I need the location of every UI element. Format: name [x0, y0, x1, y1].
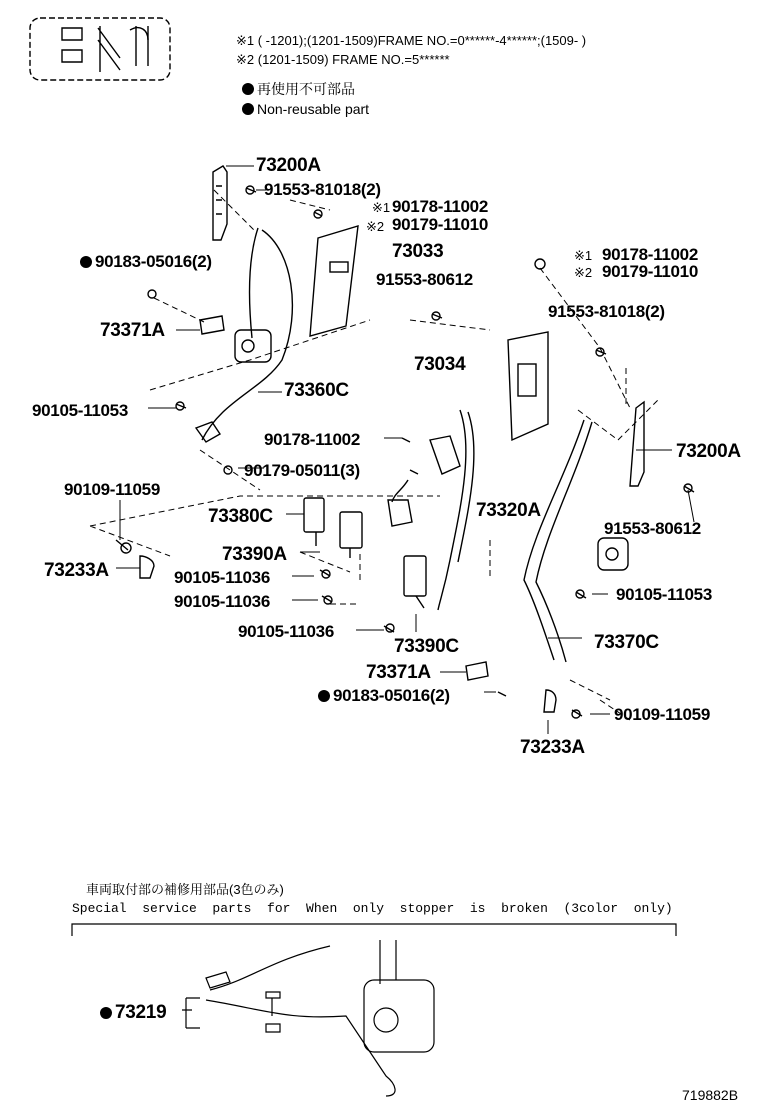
part-90105-11053-right[interactable]: 90105-11053	[616, 585, 712, 604]
non-reusable-dot-icon	[100, 1007, 112, 1019]
special-bracket	[72, 924, 676, 936]
mark-2: ※2	[366, 219, 385, 234]
part-91553-80612-top[interactable]: 91553-80612	[376, 270, 473, 289]
part-90105-11053-left[interactable]: 90105-11053	[32, 401, 128, 420]
part-90105-11036-c[interactable]: 90105-11036	[238, 622, 334, 641]
non-reusable-dot-icon	[242, 83, 254, 95]
special-title-jp: 車両取付部の補修用部品(3色のみ)	[86, 882, 284, 897]
part-91553-81018-right[interactable]: 91553-81018(2)	[548, 302, 665, 321]
part-90179-11010-top[interactable]: 90179-11010	[392, 215, 488, 234]
part-73371A-left[interactable]: 73371A	[100, 320, 165, 341]
part-90179-05011[interactable]: 90179-05011(3)	[244, 461, 360, 480]
legend-en: Non-reusable part	[242, 102, 369, 116]
mark-2-right: ※2	[574, 265, 593, 280]
special-title-en: Special service parts for When only stopper is broken (3color only)	[72, 901, 673, 916]
frame-note-1: ※1 ( -1201);(1201-1509)FRAME NO.=0******-4******;(1509- )	[236, 33, 587, 48]
part-90183-05016-bottom[interactable]: 90183-05016(2)	[318, 687, 450, 704]
part-73370C[interactable]: 73370C	[594, 632, 659, 653]
non-reusable-dot-icon	[318, 690, 330, 702]
part-90109-11059-left[interactable]: 90109-11059	[64, 480, 160, 499]
part-90105-11036-b[interactable]: 90105-11036	[174, 592, 270, 611]
part-90178-11002-right[interactable]: 90178-11002	[602, 245, 698, 264]
legend-jp: 再使用不可部品	[242, 82, 355, 96]
part-90109-11059-right[interactable]: 90109-11059	[614, 705, 710, 724]
part-90178-11002-top[interactable]: 90178-11002	[392, 197, 488, 216]
mark-1: ※1	[372, 200, 391, 215]
figure-id: 719882B	[682, 1087, 739, 1103]
part-73360C[interactable]: 73360C	[284, 380, 349, 401]
part-73390C[interactable]: 73390C	[394, 636, 459, 657]
part-73200A-right[interactable]: 73200A	[676, 441, 741, 462]
part-90179-11010-right[interactable]: 90179-11010	[602, 262, 698, 281]
part-91553-80612-right[interactable]: 91553-80612	[604, 519, 701, 538]
part-73034[interactable]: 73034	[414, 354, 466, 375]
part-73200A-top[interactable]: 73200A	[256, 155, 321, 176]
part-73219[interactable]: 73219	[100, 1003, 166, 1022]
mark-1-right: ※1	[574, 248, 593, 263]
part-73380C[interactable]: 73380C	[208, 506, 273, 527]
part-73371A-bottom[interactable]: 73371A	[366, 662, 431, 683]
part-73233A-left[interactable]: 73233A	[44, 560, 109, 581]
part-73320A[interactable]: 73320A	[476, 500, 541, 521]
part-90178-11002-mid[interactable]: 90178-11002	[264, 430, 360, 449]
part-73233A-right[interactable]: 73233A	[520, 737, 585, 758]
part-73390A[interactable]: 73390A	[222, 544, 287, 565]
vehicle-rear-icon	[30, 18, 170, 80]
part-91553-81018-top[interactable]: 91553-81018(2)	[264, 180, 381, 199]
part-73033[interactable]: 73033	[392, 241, 444, 262]
non-reusable-dot-icon	[80, 256, 92, 268]
non-reusable-dot-icon	[242, 103, 254, 115]
part-90105-11036-a[interactable]: 90105-11036	[174, 568, 270, 587]
part-90183-05016-top[interactable]: 90183-05016(2)	[80, 253, 212, 270]
frame-note-2: ※2 (1201-1509) FRAME NO.=5******	[236, 52, 450, 67]
